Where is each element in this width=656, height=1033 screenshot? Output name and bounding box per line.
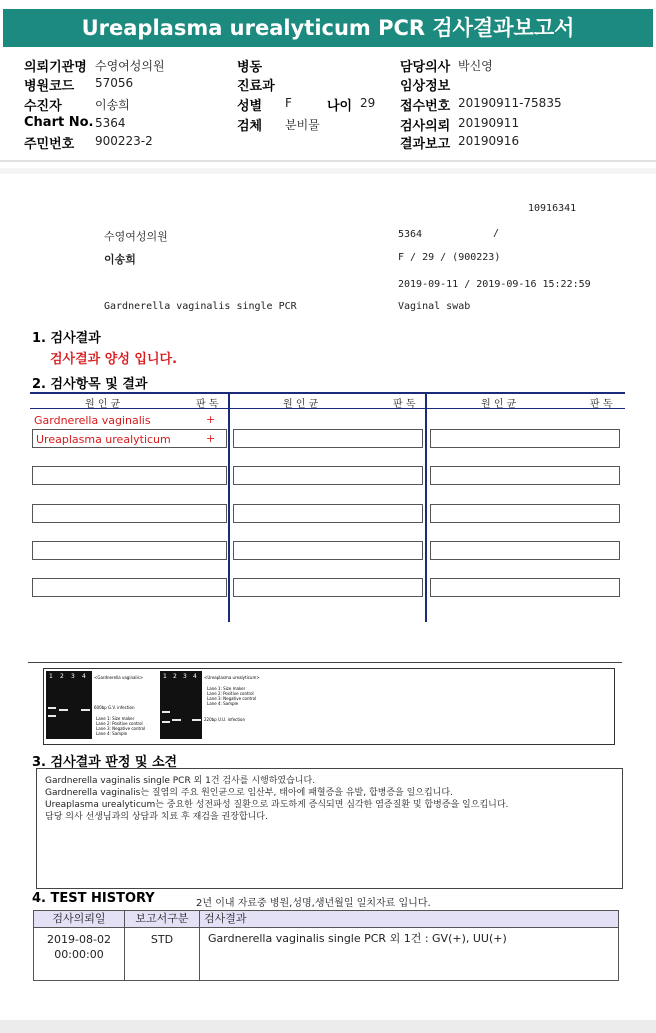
history-date: 2019-08-02	[47, 933, 111, 946]
grid-divider-2	[425, 394, 427, 622]
positive-result: 검사결과 양성 입니다.	[50, 352, 178, 367]
empty-cell	[233, 504, 423, 523]
label-chart-no: Chart No.	[24, 115, 94, 130]
gel-band	[162, 711, 170, 713]
specimen-type: Vaginal swab	[398, 301, 471, 312]
gel-legend-4: Lane 4: Sample	[207, 701, 239, 706]
col-organism-1: 원 인 균	[85, 399, 121, 410]
lane-1: 1	[163, 673, 167, 680]
history-header-row	[34, 911, 619, 928]
lane-3: 3	[183, 673, 187, 680]
empty-cell	[430, 541, 620, 560]
label-resident-no: 주민번호	[24, 137, 75, 152]
lane-2: 2	[173, 673, 177, 680]
organism-gardnerella: Gardnerella vaginalis	[34, 414, 151, 427]
gel-legend-2: Lane 2: Positive control	[96, 721, 143, 726]
gel-legend-1: Lane 1: Size maker	[96, 716, 135, 721]
findings-line: 담당 의사 선생님과의 상담과 치료 후 재검을 권장합니다.	[45, 812, 268, 822]
gel-band	[48, 715, 56, 717]
gel-legend-1: Lane 1: Size maker	[207, 686, 246, 691]
clinic-name: 수영여성의원	[104, 230, 168, 243]
value-patient: 이송희	[95, 98, 130, 112]
sex-age: F / 29 / (900223)	[398, 252, 501, 263]
lane-2: 2	[60, 673, 64, 680]
label-institution: 의뢰기관명	[24, 60, 87, 75]
grid-top-rule	[30, 392, 625, 394]
label-hospital-code: 병원코드	[24, 79, 75, 94]
empty-cell	[32, 504, 227, 523]
findings-box	[36, 768, 623, 889]
header-divider	[0, 160, 656, 162]
label-age: 나이	[327, 99, 353, 114]
empty-cell	[32, 541, 227, 560]
empty-cell	[233, 466, 423, 485]
gel-right-arrow: 220bp U.U. infection	[204, 717, 246, 722]
section2-heading: 2. 검사항목 및 결과	[32, 377, 148, 392]
history-table	[33, 910, 619, 981]
gel-band	[81, 709, 90, 711]
value-hospital-code: 57056	[95, 76, 134, 90]
empty-cell	[233, 578, 423, 597]
empty-cell	[430, 504, 620, 523]
header-shade	[0, 168, 656, 174]
history-result: Gardnerella vaginalis single PCR 외 1건 : GV(+), UU(+)	[200, 928, 619, 981]
patient-name: 이송희	[104, 253, 136, 266]
findings-text	[45, 775, 508, 823]
empty-cell	[430, 466, 620, 485]
empty-cell	[430, 429, 620, 448]
col-organism-3: 원 인 균	[481, 399, 517, 410]
findings-line: Gardnerella vaginalis single PCR 외 1건 검사를 시행하였습니다.	[45, 776, 316, 786]
lane-4: 4	[193, 673, 197, 680]
id-slash: /	[493, 228, 500, 239]
col-judgement-3: 판 독	[590, 399, 613, 410]
value-institution: 수영여성의원	[95, 59, 165, 73]
label-specimen: 검체	[237, 119, 263, 134]
section3-heading: 3. 검사결과 판정 및 소견	[32, 755, 178, 770]
gel-top-rule	[28, 662, 622, 663]
empty-cell	[32, 466, 227, 485]
result-gardnerella: +	[206, 413, 216, 426]
value-age: 29	[360, 96, 376, 110]
value-doctor: 박신영	[458, 59, 493, 73]
label-clinical-info: 임상정보	[400, 79, 451, 94]
date-range: 2019-09-11 / 2019-09-16 15:22:59	[398, 279, 591, 290]
col-organism-2: 원 인 균	[283, 399, 319, 410]
lane-3: 3	[71, 673, 75, 680]
gel-right-title: <Ureaplasma urealyticum>	[204, 675, 260, 680]
test-name: Gardnerella vaginalis single PCR	[104, 301, 297, 312]
value-request-date: 20190911	[458, 116, 520, 130]
empty-cell	[233, 541, 423, 560]
grid-divider-1	[228, 394, 230, 622]
col-judgement-1: 판 독	[196, 399, 219, 410]
lane-1: 1	[49, 673, 53, 680]
value-chart-no: 5364	[95, 116, 126, 130]
label-department: 진료과	[237, 79, 275, 94]
value-resident-no: 900223-2	[95, 134, 153, 148]
history-type: STD	[125, 928, 200, 981]
gel-legend-3: Lane 3: Negative control	[96, 726, 146, 731]
gel-left-arrow: 600bp G.V. infection	[94, 705, 135, 710]
gel-band	[192, 719, 201, 721]
result-ureaplasma: +	[206, 432, 216, 445]
history-time: 00:00:00	[54, 948, 104, 961]
chart-number: 5364	[398, 229, 423, 240]
label-sex: 성별	[237, 99, 263, 114]
lane-4: 4	[82, 673, 86, 680]
table-row	[34, 928, 619, 981]
gel-left-title: <Gardnerella vaginalis>	[94, 675, 144, 680]
gel-legend-3: Lane 3: Negative control	[207, 696, 257, 701]
gel-left	[46, 671, 92, 739]
history-col-result: 검사결과	[200, 911, 619, 928]
label-ward: 병동	[237, 60, 263, 75]
label-report-date: 결과보고	[400, 137, 451, 152]
findings-line: Ureaplasma urealyticum는 중요한 성전파성 질환으로 과도하게 증식되면 심각한 염증질환 및 합병증을 일으킵니다.	[45, 800, 509, 810]
gel-band	[48, 707, 56, 709]
value-report-date: 20190916	[458, 134, 520, 148]
report-title: Ureaplasma urealyticum PCR 검사결과보고서	[3, 9, 653, 47]
history-col-type: 보고서구분	[125, 911, 200, 928]
gel-band	[172, 719, 181, 721]
empty-cell	[233, 429, 423, 448]
value-accession-no: 20190911-75835	[458, 96, 562, 110]
empty-cell	[32, 578, 227, 597]
gel-legend-2: Lane 2: Positive control	[207, 691, 254, 696]
section1-heading: 1. 검사결과	[32, 331, 101, 346]
col-judgement-2: 판 독	[393, 399, 416, 410]
gel-legend-4: Lane 4: Sample	[96, 731, 128, 736]
gel-image	[43, 668, 615, 745]
label-accession-no: 접수번호	[400, 99, 451, 114]
history-date-cell	[34, 928, 125, 981]
history-col-date: 검사의뢰일	[34, 911, 125, 928]
label-request-date: 검사의뢰	[400, 119, 451, 134]
value-sex: F	[285, 96, 292, 110]
lab-id: 10916341	[528, 203, 577, 214]
label-doctor: 담당의사	[400, 60, 451, 75]
gel-band	[162, 721, 170, 723]
empty-cell	[430, 578, 620, 597]
value-specimen: 분비물	[285, 118, 320, 132]
findings-line: Gardnerella vaginalis는 질염의 주요 원인균으로 임산부, 태아에 패혈증을 유발, 합병증을 일으킵니다.	[45, 788, 453, 798]
history-note: 2년 이내 자료중 병원,성명,생년월일 일치자료 입니다.	[196, 898, 431, 909]
section4-heading: 4. TEST HISTORY	[32, 891, 155, 906]
organism-ureaplasma: Ureaplasma urealyticum	[36, 433, 171, 446]
label-patient: 수진자	[24, 99, 62, 114]
gel-band	[59, 709, 68, 711]
gel-right	[160, 671, 202, 739]
